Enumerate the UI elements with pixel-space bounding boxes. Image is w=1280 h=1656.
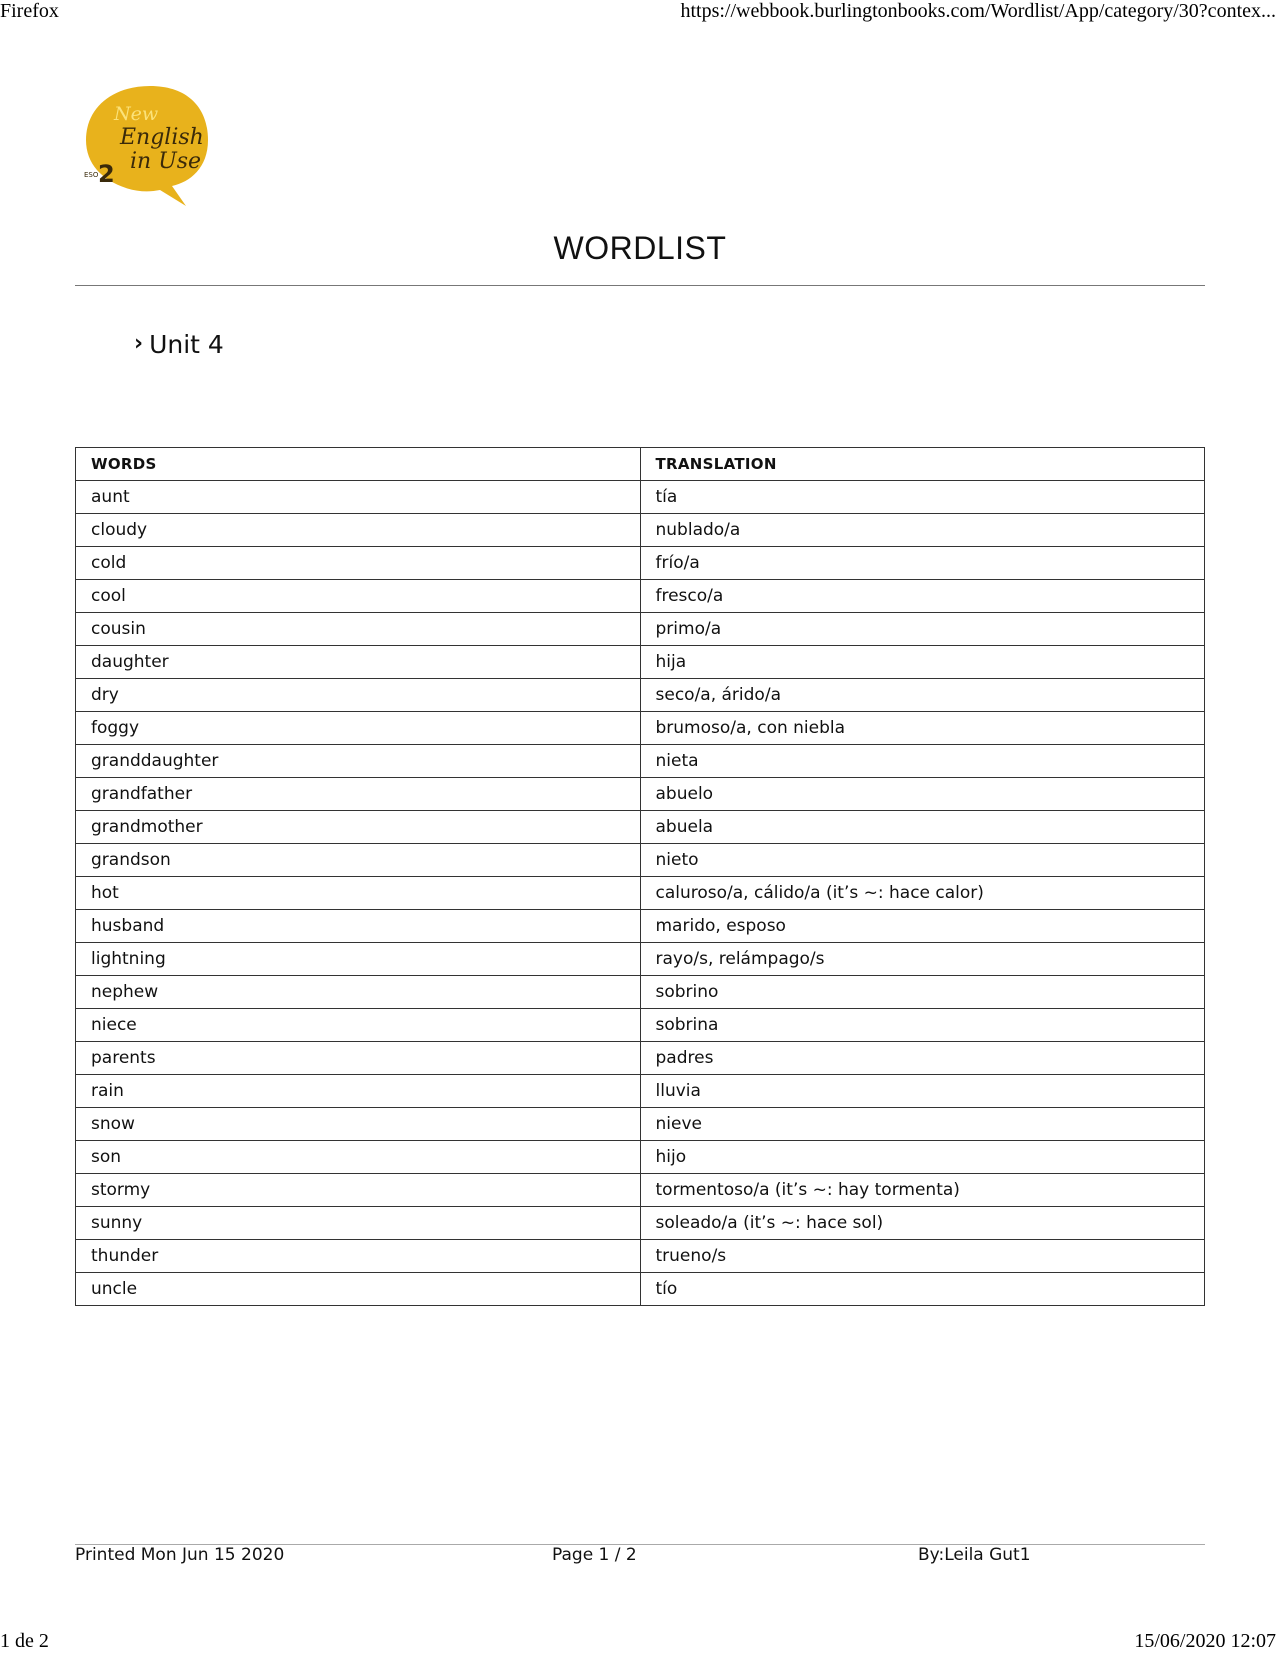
translation-cell: caluroso/a, cálido/a (it’s ~: hace calor) <box>640 877 1205 910</box>
translation-cell: fresco/a <box>640 580 1205 613</box>
words-column-header: WORDS <box>76 448 641 481</box>
word-cell: aunt <box>76 481 641 514</box>
word-cell: foggy <box>76 712 641 745</box>
translation-cell: hija <box>640 646 1205 679</box>
table-row <box>76 976 1205 1009</box>
table-row <box>76 1240 1205 1273</box>
print-header-browser: Firefox <box>0 0 59 22</box>
translation-cell: tía <box>640 481 1205 514</box>
translation-column-header: TRANSLATION <box>640 448 1205 481</box>
table-row <box>76 1207 1205 1240</box>
table-row <box>76 778 1205 811</box>
word-cell: nephew <box>76 976 641 1009</box>
word-cell: dry <box>76 679 641 712</box>
word-cell: grandmother <box>76 811 641 844</box>
unit-heading[interactable] <box>134 330 224 359</box>
wordlist-table <box>75 447 1205 1306</box>
table-row <box>76 613 1205 646</box>
word-cell: cloudy <box>76 514 641 547</box>
word-cell: hot <box>76 877 641 910</box>
word-cell: uncle <box>76 1273 641 1306</box>
translation-cell: lluvia <box>640 1075 1205 1108</box>
table-row <box>76 877 1205 910</box>
word-cell: son <box>76 1141 641 1174</box>
unit-label: Unit 4 <box>149 330 224 359</box>
author: By:Leila Gut1 <box>918 1545 1031 1565</box>
word-cell: snow <box>76 1108 641 1141</box>
table-row <box>76 547 1205 580</box>
chevron-right-icon: › <box>134 331 144 356</box>
logo-eso-text: ESO <box>84 171 99 179</box>
new-english-in-use-logo <box>80 82 220 207</box>
table-row <box>76 943 1205 976</box>
word-cell: husband <box>76 910 641 943</box>
table-row <box>76 712 1205 745</box>
translation-cell: brumoso/a, con niebla <box>640 712 1205 745</box>
translation-cell: sobrino <box>640 976 1205 1009</box>
translation-cell: seco/a, árido/a <box>640 679 1205 712</box>
word-cell: niece <box>76 1009 641 1042</box>
table-row <box>76 1009 1205 1042</box>
table-row <box>76 1108 1205 1141</box>
translation-cell: abuelo <box>640 778 1205 811</box>
translation-cell: hijo <box>640 1141 1205 1174</box>
word-cell: lightning <box>76 943 641 976</box>
logo-new-text: New <box>114 103 159 125</box>
printed-date: Printed Mon Jun 15 2020 <box>75 1545 285 1565</box>
table-row <box>76 811 1205 844</box>
translation-cell: sobrina <box>640 1009 1205 1042</box>
table-row <box>76 1042 1205 1075</box>
translation-cell: tío <box>640 1273 1205 1306</box>
table-row <box>76 844 1205 877</box>
table-row <box>76 1174 1205 1207</box>
word-cell: grandson <box>76 844 641 877</box>
translation-cell: marido, esposo <box>640 910 1205 943</box>
translation-cell: nieto <box>640 844 1205 877</box>
table-row <box>76 580 1205 613</box>
translation-cell: nieve <box>640 1108 1205 1141</box>
word-cell: grandfather <box>76 778 641 811</box>
table-row <box>76 514 1205 547</box>
print-footer-datetime: 15/06/2020 12:07 <box>1134 1630 1276 1652</box>
table-row <box>76 1075 1205 1108</box>
translation-cell: rayo/s, relámpago/s <box>640 943 1205 976</box>
table-row <box>76 910 1205 943</box>
translation-cell: tormentoso/a (it’s ~: hay tormenta) <box>640 1174 1205 1207</box>
translation-cell: padres <box>640 1042 1205 1075</box>
word-cell: rain <box>76 1075 641 1108</box>
word-cell: cool <box>76 580 641 613</box>
translation-cell: primo/a <box>640 613 1205 646</box>
table-header-row <box>76 448 1205 481</box>
translation-cell: nieta <box>640 745 1205 778</box>
translation-cell: nublado/a <box>640 514 1205 547</box>
print-header-url: https://webbook.burlingtonbooks.com/Wordlist/App/category/30?contex... <box>680 0 1276 22</box>
word-cell: cousin <box>76 613 641 646</box>
word-cell: stormy <box>76 1174 641 1207</box>
word-cell: parents <box>76 1042 641 1075</box>
translation-cell: soleado/a (it’s ~: hace sol) <box>640 1207 1205 1240</box>
logo-english-text: English <box>120 125 204 150</box>
translation-cell: trueno/s <box>640 1240 1205 1273</box>
word-cell: granddaughter <box>76 745 641 778</box>
page-title: WORDLIST <box>553 230 727 266</box>
table-row <box>76 679 1205 712</box>
print-footer-page-count: 1 de 2 <box>0 1630 49 1652</box>
word-cell: thunder <box>76 1240 641 1273</box>
title-divider <box>75 285 1205 286</box>
translation-cell: abuela <box>640 811 1205 844</box>
table-row <box>76 481 1205 514</box>
logo-in-use-text: in Use <box>130 149 202 174</box>
table-row <box>76 1273 1205 1306</box>
logo-number-text: 2 <box>98 160 115 188</box>
table-row <box>76 745 1205 778</box>
page-number: Page 1 / 2 <box>552 1545 637 1565</box>
word-cell: cold <box>76 547 641 580</box>
word-cell: sunny <box>76 1207 641 1240</box>
table-row <box>76 1141 1205 1174</box>
table-row <box>76 646 1205 679</box>
translation-cell: frío/a <box>640 547 1205 580</box>
word-cell: daughter <box>76 646 641 679</box>
